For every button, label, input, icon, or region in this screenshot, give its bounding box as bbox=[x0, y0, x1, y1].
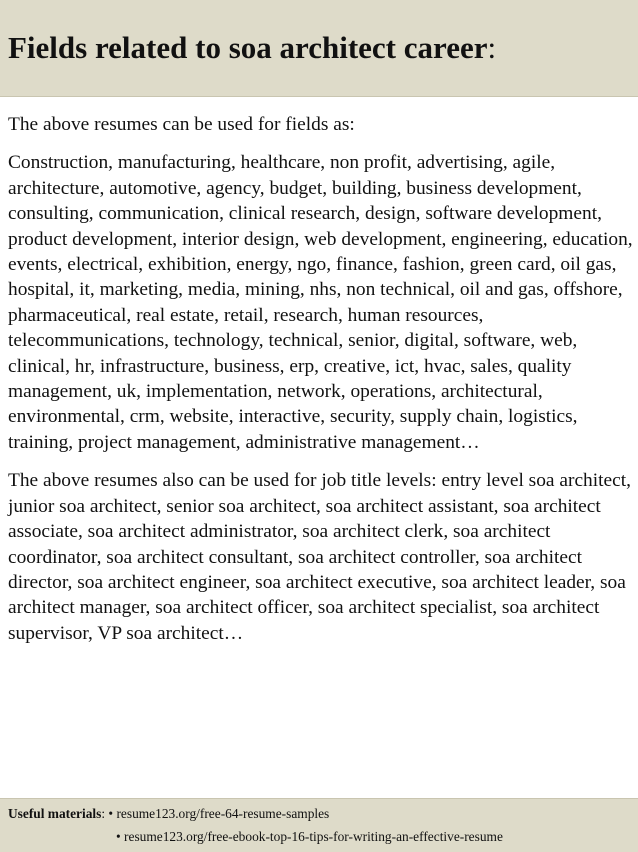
page-title-text: Fields related to soa architect career bbox=[8, 30, 488, 65]
useful-materials-row-2 bbox=[116, 827, 503, 847]
fields-list: Construction, manufacturing, healthcare, non profit, advertising, agile, architecture, automotive, agency, budget, building, business development, consulting, communication, clinical research, design, software development, product development, interior design, web development, engineering, education, events, electrical, exhibition, energy, ngo, finance, fashion, green card, oil gas, hospital, it, marketing, media, mining, nhs, non technical, oil and gas, offshore, pharmaceutical, real estate, retail, research, human resources, telecommunications, technology, technical, senior, digital, software, web, clinical, hr, infrastructure, business, erp, creative, ict, hvac, sales, quality management, uk, implementation, network, operations, architectural, environmental, crm, website, interactive, security, supply chain, logistics, training, project management, administrative management… bbox=[8, 152, 633, 453]
fields-intro: The above resumes can be used for fields as: bbox=[8, 114, 355, 135]
title-band bbox=[0, 0, 638, 97]
useful-materials-label: Useful materials bbox=[8, 806, 102, 821]
useful-materials-colon: : bbox=[101, 806, 109, 821]
job-title-levels: The above resumes also can be used for job title levels: entry level soa architect, junior soa architect, senior soa architect, soa architect assistant, soa architect associate, soa architect administrator, soa architect clerk, soa architect coordinator, soa architect consultant, soa architect controller, soa architect director, soa architect engineer, soa architect executive, soa architect leader, soa architect manager, soa architect officer, soa architect specialist, soa architect supervisor, VP soa architect… bbox=[8, 470, 631, 644]
useful-materials-row bbox=[8, 804, 329, 824]
useful-materials-band bbox=[0, 798, 638, 852]
main-content bbox=[8, 112, 634, 646]
page-title bbox=[8, 30, 496, 66]
page-title-colon: : bbox=[487, 30, 497, 65]
material-link-1[interactable]: • resume123.org/free-64-resume-samples bbox=[108, 806, 330, 821]
material-link-2[interactable]: • resume123.org/free-ebook-top-16-tips-for-writing-an-effective-resume bbox=[116, 829, 503, 844]
